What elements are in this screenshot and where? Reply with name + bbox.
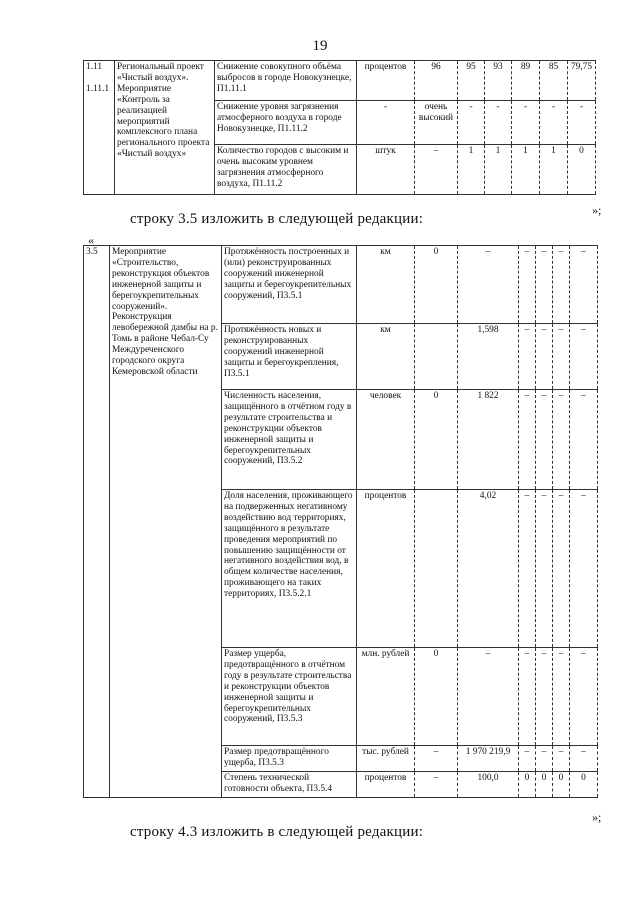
table-row bbox=[84, 246, 598, 324]
value-cell: – bbox=[458, 246, 519, 324]
value-cell: – bbox=[519, 246, 536, 324]
row-number-cell: 3.5 bbox=[84, 246, 110, 798]
value-cell: 0 bbox=[415, 648, 458, 746]
value-cell bbox=[415, 324, 458, 390]
table-2-body bbox=[84, 246, 598, 798]
value-cell: 0 bbox=[570, 772, 598, 798]
value-cell: 89 bbox=[512, 61, 540, 101]
value-cell: – bbox=[415, 772, 458, 798]
value-cell: 1 bbox=[512, 145, 540, 195]
value-cell: – bbox=[536, 324, 553, 390]
value-cell: - bbox=[512, 101, 540, 145]
value-cell: – bbox=[415, 145, 458, 195]
indicator-cell: Доля населения, проживающего на подверженных негативному воздействию вод территориях, защищённого в результате проведения мероприятий по повышению защищённости от негативного воздействия вод, в общем количестве населения, проживающего на таких территориях, П3.5.2.1 bbox=[222, 490, 357, 648]
unit-cell: км bbox=[357, 324, 415, 390]
value-cell: 1,598 bbox=[458, 324, 519, 390]
value-cell: - bbox=[458, 101, 485, 145]
value-cell: очень высокий bbox=[415, 101, 458, 145]
paragraph-row-3-5: строку 3.5 изложить в следующей редакции: bbox=[130, 211, 424, 227]
value-cell: – bbox=[570, 490, 598, 648]
indicator-cell: Количество городов с высоким и очень высоким уровнем загрязнения атмосферного воздуха, П1.11.2 bbox=[215, 145, 357, 195]
value-cell: – bbox=[553, 390, 570, 490]
indicator-cell: Протяжённость новых и реконструированных сооружений инженерной защиты и берегоукрепления, П3.5.1 bbox=[222, 324, 357, 390]
indicators-table-2 bbox=[83, 245, 598, 798]
row-number-cell: 1.11 1.11.1 bbox=[84, 61, 115, 195]
value-cell: 1 bbox=[458, 145, 485, 195]
value-cell: - bbox=[485, 101, 512, 145]
value-cell: 0 bbox=[553, 772, 570, 798]
table-1-body bbox=[84, 61, 596, 195]
value-cell: - bbox=[540, 101, 568, 145]
value-cell: – bbox=[519, 390, 536, 490]
value-cell: – bbox=[519, 490, 536, 648]
value-cell: – bbox=[458, 648, 519, 746]
value-cell: - bbox=[568, 101, 596, 145]
value-cell: – bbox=[570, 746, 598, 772]
indicator-cell: Степень технической готовности объекта, П3.5.4 bbox=[222, 772, 357, 798]
value-cell: 4,02 bbox=[458, 490, 519, 648]
value-cell: 0 bbox=[415, 390, 458, 490]
value-cell: – bbox=[553, 490, 570, 648]
value-cell: – bbox=[553, 648, 570, 746]
unit-cell: - bbox=[357, 101, 415, 145]
table-row bbox=[84, 61, 596, 101]
value-cell: – bbox=[519, 746, 536, 772]
value-cell: – bbox=[519, 648, 536, 746]
unit-cell: процентов bbox=[357, 61, 415, 101]
indicator-cell: Размер ущерба, предотвращённого в отчётном году в результате строительства и реконструкции объектов инженерной защиты и берегоукрепительных сооружений, П3.5.3 bbox=[222, 648, 357, 746]
paragraph-row-4-3: строку 4.3 изложить в следующей редакции: bbox=[130, 824, 424, 840]
value-cell: – bbox=[570, 648, 598, 746]
value-cell: – bbox=[519, 324, 536, 390]
value-cell: 85 bbox=[540, 61, 568, 101]
value-cell: – bbox=[415, 746, 458, 772]
indicators-table-1 bbox=[83, 60, 596, 195]
value-cell: 1 970 219,9 bbox=[458, 746, 519, 772]
value-cell: 93 bbox=[485, 61, 512, 101]
closing-quote-2: »; bbox=[592, 810, 602, 824]
indicator-cell: Размер предотвращённого ущерба, П3.5.3 bbox=[222, 746, 357, 772]
value-cell: 0 bbox=[536, 772, 553, 798]
value-cell: 0 bbox=[519, 772, 536, 798]
value-cell: – bbox=[536, 246, 553, 324]
value-cell: 1 822 bbox=[458, 390, 519, 490]
value-cell: – bbox=[570, 324, 598, 390]
value-cell: – bbox=[553, 746, 570, 772]
value-cell: 100,0 bbox=[458, 772, 519, 798]
indicator-cell: Протяжённость построенных и (или) реконструированных сооружений инженерной защиты и берегоукрепительных сооружений, П3.5.1 bbox=[222, 246, 357, 324]
opening-quote: « bbox=[88, 233, 94, 247]
value-cell: 1 bbox=[540, 145, 568, 195]
unit-cell: млн. рублей bbox=[357, 648, 415, 746]
value-cell: 96 bbox=[415, 61, 458, 101]
value-cell: – bbox=[536, 490, 553, 648]
project-name-cell: Мероприятие «Строительство, реконструкция объектов инженерной защиты и берегоукрепительных сооружений». Реконструкция левобережной дамбы на р. Томь в районе Чебал-Су Междуреченского городского округа Кемеровской области bbox=[110, 246, 222, 798]
value-cell: 0 bbox=[415, 246, 458, 324]
unit-cell: человек bbox=[357, 390, 415, 490]
value-cell: 95 bbox=[458, 61, 485, 101]
unit-cell: процентов bbox=[357, 772, 415, 798]
value-cell: – bbox=[536, 746, 553, 772]
project-name-cell: Региональный проект «Чистый воздух». Мероприятие «Контроль за реализацией мероприятий комплексного плана регионального проекта «Чистый воздух» bbox=[115, 61, 215, 195]
value-cell bbox=[415, 490, 458, 648]
indicator-cell: Снижение совокупного объёма выбросов в городе Новокузнецке, П1.11.1 bbox=[215, 61, 357, 101]
unit-cell: тыс. рублей bbox=[357, 746, 415, 772]
value-cell: – bbox=[570, 246, 598, 324]
closing-quote-1: »; bbox=[592, 203, 602, 217]
value-cell: 0 bbox=[568, 145, 596, 195]
value-cell: 79,75 bbox=[568, 61, 596, 101]
indicator-cell: Снижение уровня загрязнения атмосферного воздуха в городе Новокузнецке, П1.11.2 bbox=[215, 101, 357, 145]
value-cell: – bbox=[536, 648, 553, 746]
unit-cell: км bbox=[357, 246, 415, 324]
value-cell: – bbox=[553, 324, 570, 390]
unit-cell: штук bbox=[357, 145, 415, 195]
value-cell: – bbox=[553, 246, 570, 324]
indicator-cell: Численность населения, защищённого в отчётном году в результате строительства и реконструкции объектов инженерной защиты и берегоукрепительных сооружений, П3.5.2 bbox=[222, 390, 357, 490]
value-cell: – bbox=[570, 390, 598, 490]
unit-cell: процентов bbox=[357, 490, 415, 648]
value-cell: 1 bbox=[485, 145, 512, 195]
page-number: 19 bbox=[312, 38, 328, 54]
value-cell: – bbox=[536, 390, 553, 490]
